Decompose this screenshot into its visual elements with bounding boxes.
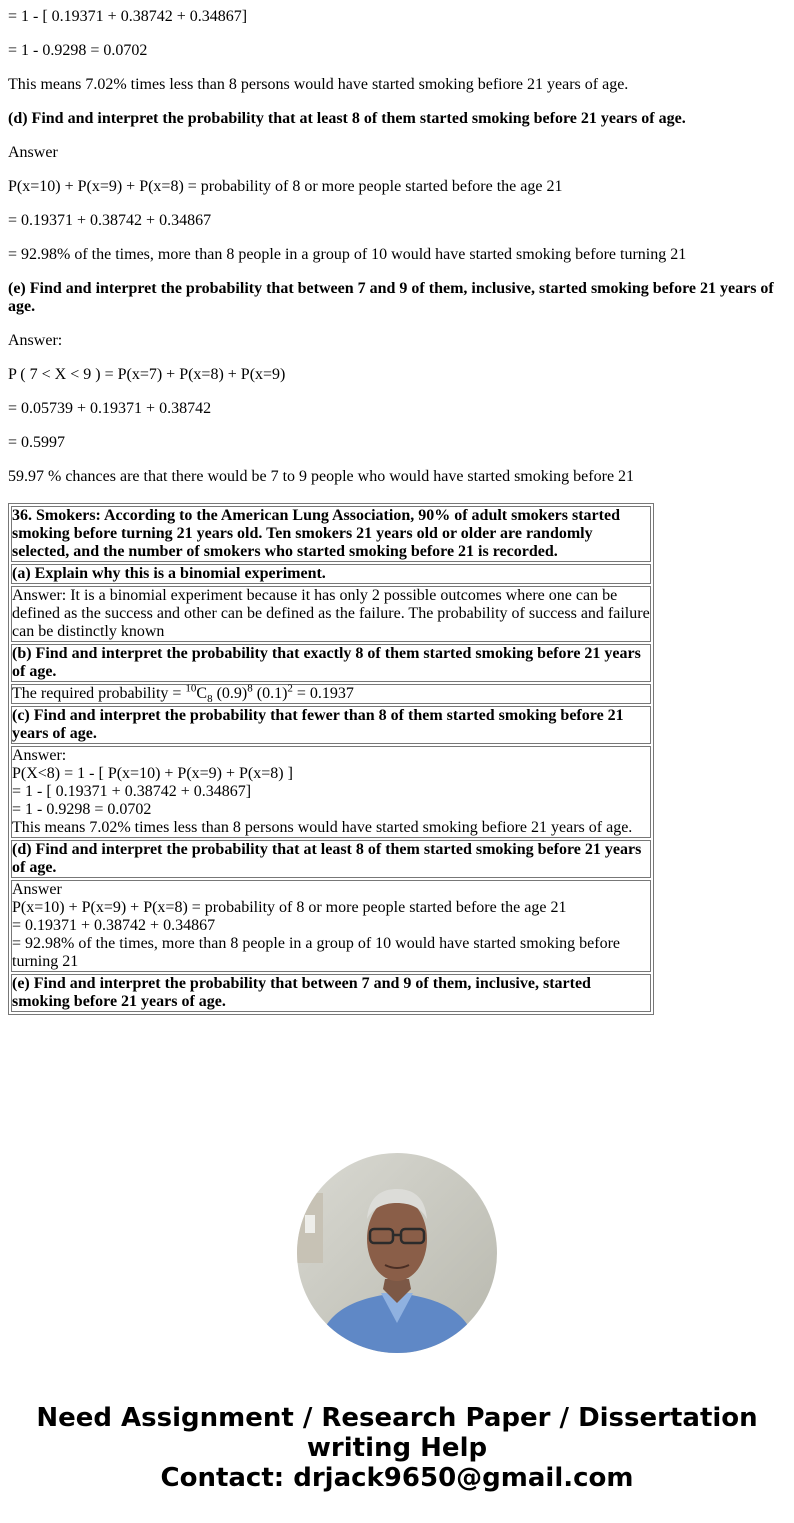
formula-p-exp: 8 xyxy=(247,682,253,695)
calc-line: = 1 - [ 0.19371 + 0.38742 + 0.34867] xyxy=(12,783,252,800)
question-e-heading: (e) Find and interpret the probability that between 7 and 9 of them, inclusive, started smoking before 21 years of age. xyxy=(11,974,651,1012)
contact-email: Contact: drjack9650@gmail.com xyxy=(160,1463,634,1493)
answer-label: Answer xyxy=(8,144,58,161)
problem-statement: 36. Smokers: According to the American Lung Association, 90% of adult smokers started smoking before turning 21 years old. Ten smokers 21 years old or older are randomly selected, and the number of smokers who started smoking before 21 is recorded. xyxy=(11,506,651,562)
formula-c: C xyxy=(196,685,208,702)
answer-label: Answer: xyxy=(8,332,63,349)
table-row xyxy=(11,506,651,562)
table-row xyxy=(11,706,651,744)
formula-result: = 0.1937 xyxy=(292,685,354,702)
interpretation-text: This means 7.02% times less than 8 persons would have started smoking befiore 21 years of age. xyxy=(12,819,633,836)
calc-line: P(X<8) = 1 - [ P(x=10) + P(x=9) + P(x=8) ] xyxy=(12,765,293,782)
table-row xyxy=(11,746,651,838)
document-content xyxy=(8,0,786,1122)
question-c-heading: (c) Find and interpret the probability that fewer than 8 of them started smoking before 21 years of age. xyxy=(11,706,651,744)
calc-line: = 0.5997 xyxy=(8,434,66,451)
answer-c xyxy=(11,746,651,838)
calc-line: = 1 - 0.9298 = 0.0702 xyxy=(8,42,148,59)
table-row xyxy=(11,840,651,878)
interpretation-text: This means 7.02% times less than 8 persons would have started smoking befiore 21 years of age. xyxy=(8,76,629,93)
promo-footer xyxy=(0,1403,794,1493)
calc-line: = 0.05739 + 0.19371 + 0.38742 xyxy=(8,400,212,417)
table-row xyxy=(11,684,651,704)
question-d-heading: (d) Find and interpret the probability that at least 8 of them started smoking before 21 years of age. xyxy=(8,110,686,127)
answer-b xyxy=(11,684,651,704)
answer-d xyxy=(11,880,651,972)
table-row xyxy=(11,974,651,1012)
calc-line: P(x=10) + P(x=9) + P(x=8) = probability of 8 or more people started before the age 21 xyxy=(12,899,567,916)
table-row xyxy=(11,586,651,642)
table-row xyxy=(11,644,651,682)
calc-line: P(x=10) + P(x=9) + P(x=8) = probability of 8 or more people started before the age 21 xyxy=(8,178,563,195)
answer-a: Answer: It is a binomial experiment because it has only 2 possible outcomes where one can be defined as the success and other can be defined as the failure. The probability of success and failure can be distinctly known xyxy=(12,587,650,640)
formula-p: (0.9) xyxy=(212,685,248,702)
calc-line: = 1 - 0.9298 = 0.0702 xyxy=(12,801,152,818)
formula-prefix: The required probability = xyxy=(12,685,186,702)
answer-label: Answer: xyxy=(12,747,67,764)
calc-line: = 0.19371 + 0.38742 + 0.34867 xyxy=(8,212,212,229)
answer-label: Answer xyxy=(12,881,62,898)
interpretation-text: = 92.98% of the times, more than 8 people in a group of 10 would have started smoking before turning 21 xyxy=(12,935,620,970)
question-answer-table xyxy=(8,503,654,1015)
calc-line: P ( 7 < X < 9 ) = P(x=7) + P(x=8) + P(x=9) xyxy=(8,366,286,383)
formula-n: 10 xyxy=(185,682,197,695)
table-row xyxy=(11,564,651,584)
promo-headline: Need Assignment / Research Paper / Dissertation writing Help xyxy=(36,1403,758,1463)
formula-q-exp: 2 xyxy=(287,682,293,695)
person-photo-icon xyxy=(297,1153,497,1353)
formula-q: (0.1) xyxy=(252,685,288,702)
calc-line: = 0.19371 + 0.38742 + 0.34867 xyxy=(12,917,216,934)
formula-k: 8 xyxy=(207,693,213,706)
author-avatar xyxy=(297,1153,497,1353)
question-d-heading: (d) Find and interpret the probability that at least 8 of them started smoking before 21 years of age. xyxy=(11,840,651,878)
interpretation-text: 59.97 % chances are that there would be 7 to 9 people who would have started smoking before 21 xyxy=(8,468,635,485)
question-a-heading: (a) Explain why this is a binomial experiment. xyxy=(11,564,651,584)
table-row xyxy=(11,880,651,972)
calc-line: = 1 - [ 0.19371 + 0.38742 + 0.34867] xyxy=(8,8,248,25)
question-e-heading: (e) Find and interpret the probability that between 7 and 9 of them, inclusive, started smoking before 21 years of age. xyxy=(8,280,774,315)
interpretation-text: = 92.98% of the times, more than 8 people in a group of 10 would have started smoking before turning 21 xyxy=(8,246,687,263)
question-b-heading: (b) Find and interpret the probability that exactly 8 of them started smoking before 21 years of age. xyxy=(11,644,651,682)
